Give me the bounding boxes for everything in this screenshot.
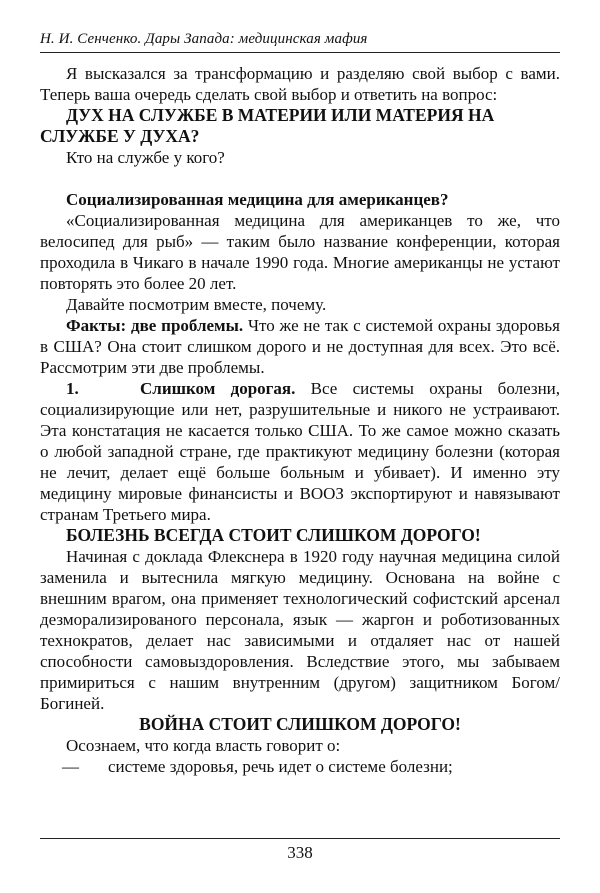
list-item — [40, 756, 560, 777]
running-header: Н. И. Сенченко. Дары Запада: медицинская мафия — [40, 30, 560, 53]
paragraph-text: Что же не так с системой охраны здоровья в США? Она стоит слишком дорого и не доступная для всех. Это всё. Рассмотрим эти две проблемы. — [40, 316, 560, 377]
numbered-paragraph — [40, 378, 560, 525]
list-item-text: системе здоровья, речь идет о системе болезни; — [108, 757, 453, 776]
paragraph-lead: Слишком дорогая. — [140, 379, 296, 398]
paragraph: Начиная с доклада Флекснера в 1920 году научная медицина силой заменила и вытеснила мягкую медицину. Основана на войне с внешним врагом, она применяет технологический софистский арсенал дезморализированого персонала, язык — жаргон и роботизованных технократов, делает нас зависимыми и отдаляет нас от нашей способности самовыздоровления. Вследствие этого, мы забываем примириться с нашим внутренним (другом) защитником Богом/Богиней. — [40, 547, 560, 713]
paragraph: Осознаем, что когда власть говорит о: — [66, 736, 341, 755]
page-number: 338 — [40, 838, 560, 863]
paragraph — [40, 315, 560, 378]
subheading: Социализированная медицина для американцев? — [66, 190, 449, 209]
item-number: 1. — [66, 379, 79, 398]
paragraph: «Социализированная медицина для американцев то же, что велосипед для рыб» — таким было название конференции, которая проходила в Чикаго в начале 1990 года. Многие американцы не устают повторять это более 20 лет. — [40, 211, 560, 293]
paragraph: Кто на службе у кого? — [66, 148, 225, 167]
paragraph-text: Все системы охраны болезни, социализирующие или нет, разрушительные и никого не устраивают. Эта констатация не касается только США. То же самое можно сказать о любой западной стране, где практикуют медицину болезни (которая не лечит, делает ещё больше больным и убивает). И именно эту медицину мировые финансисты и ВООЗ экспортируют и навязывают странам Третьего мира. — [40, 379, 561, 524]
paragraph-lead: Факты: две проблемы. — [66, 316, 244, 335]
book-page — [40, 30, 560, 777]
section-heading: ДУХ НА СЛУЖБЕ В МАТЕРИИ ИЛИ МАТЕРИЯ НА СЛУЖБЕ У ДУХА? — [40, 105, 495, 146]
section-heading: БОЛЕЗНЬ ВСЕГДА СТОИТ СЛИШКОМ ДОРОГО! — [66, 525, 481, 545]
list-dash: — — [62, 757, 79, 776]
paragraph: Я высказался за трансформацию и разделяю свой выбор с вами. Теперь ваша очередь сделать свой выбор и ответить на вопрос: — [40, 64, 560, 104]
page-body — [40, 63, 560, 777]
section-heading: ВОЙНА СТОИТ СЛИШКОМ ДОРОГО! — [139, 714, 461, 734]
paragraph: Давайте посмотрим вместе, почему. — [66, 295, 327, 314]
